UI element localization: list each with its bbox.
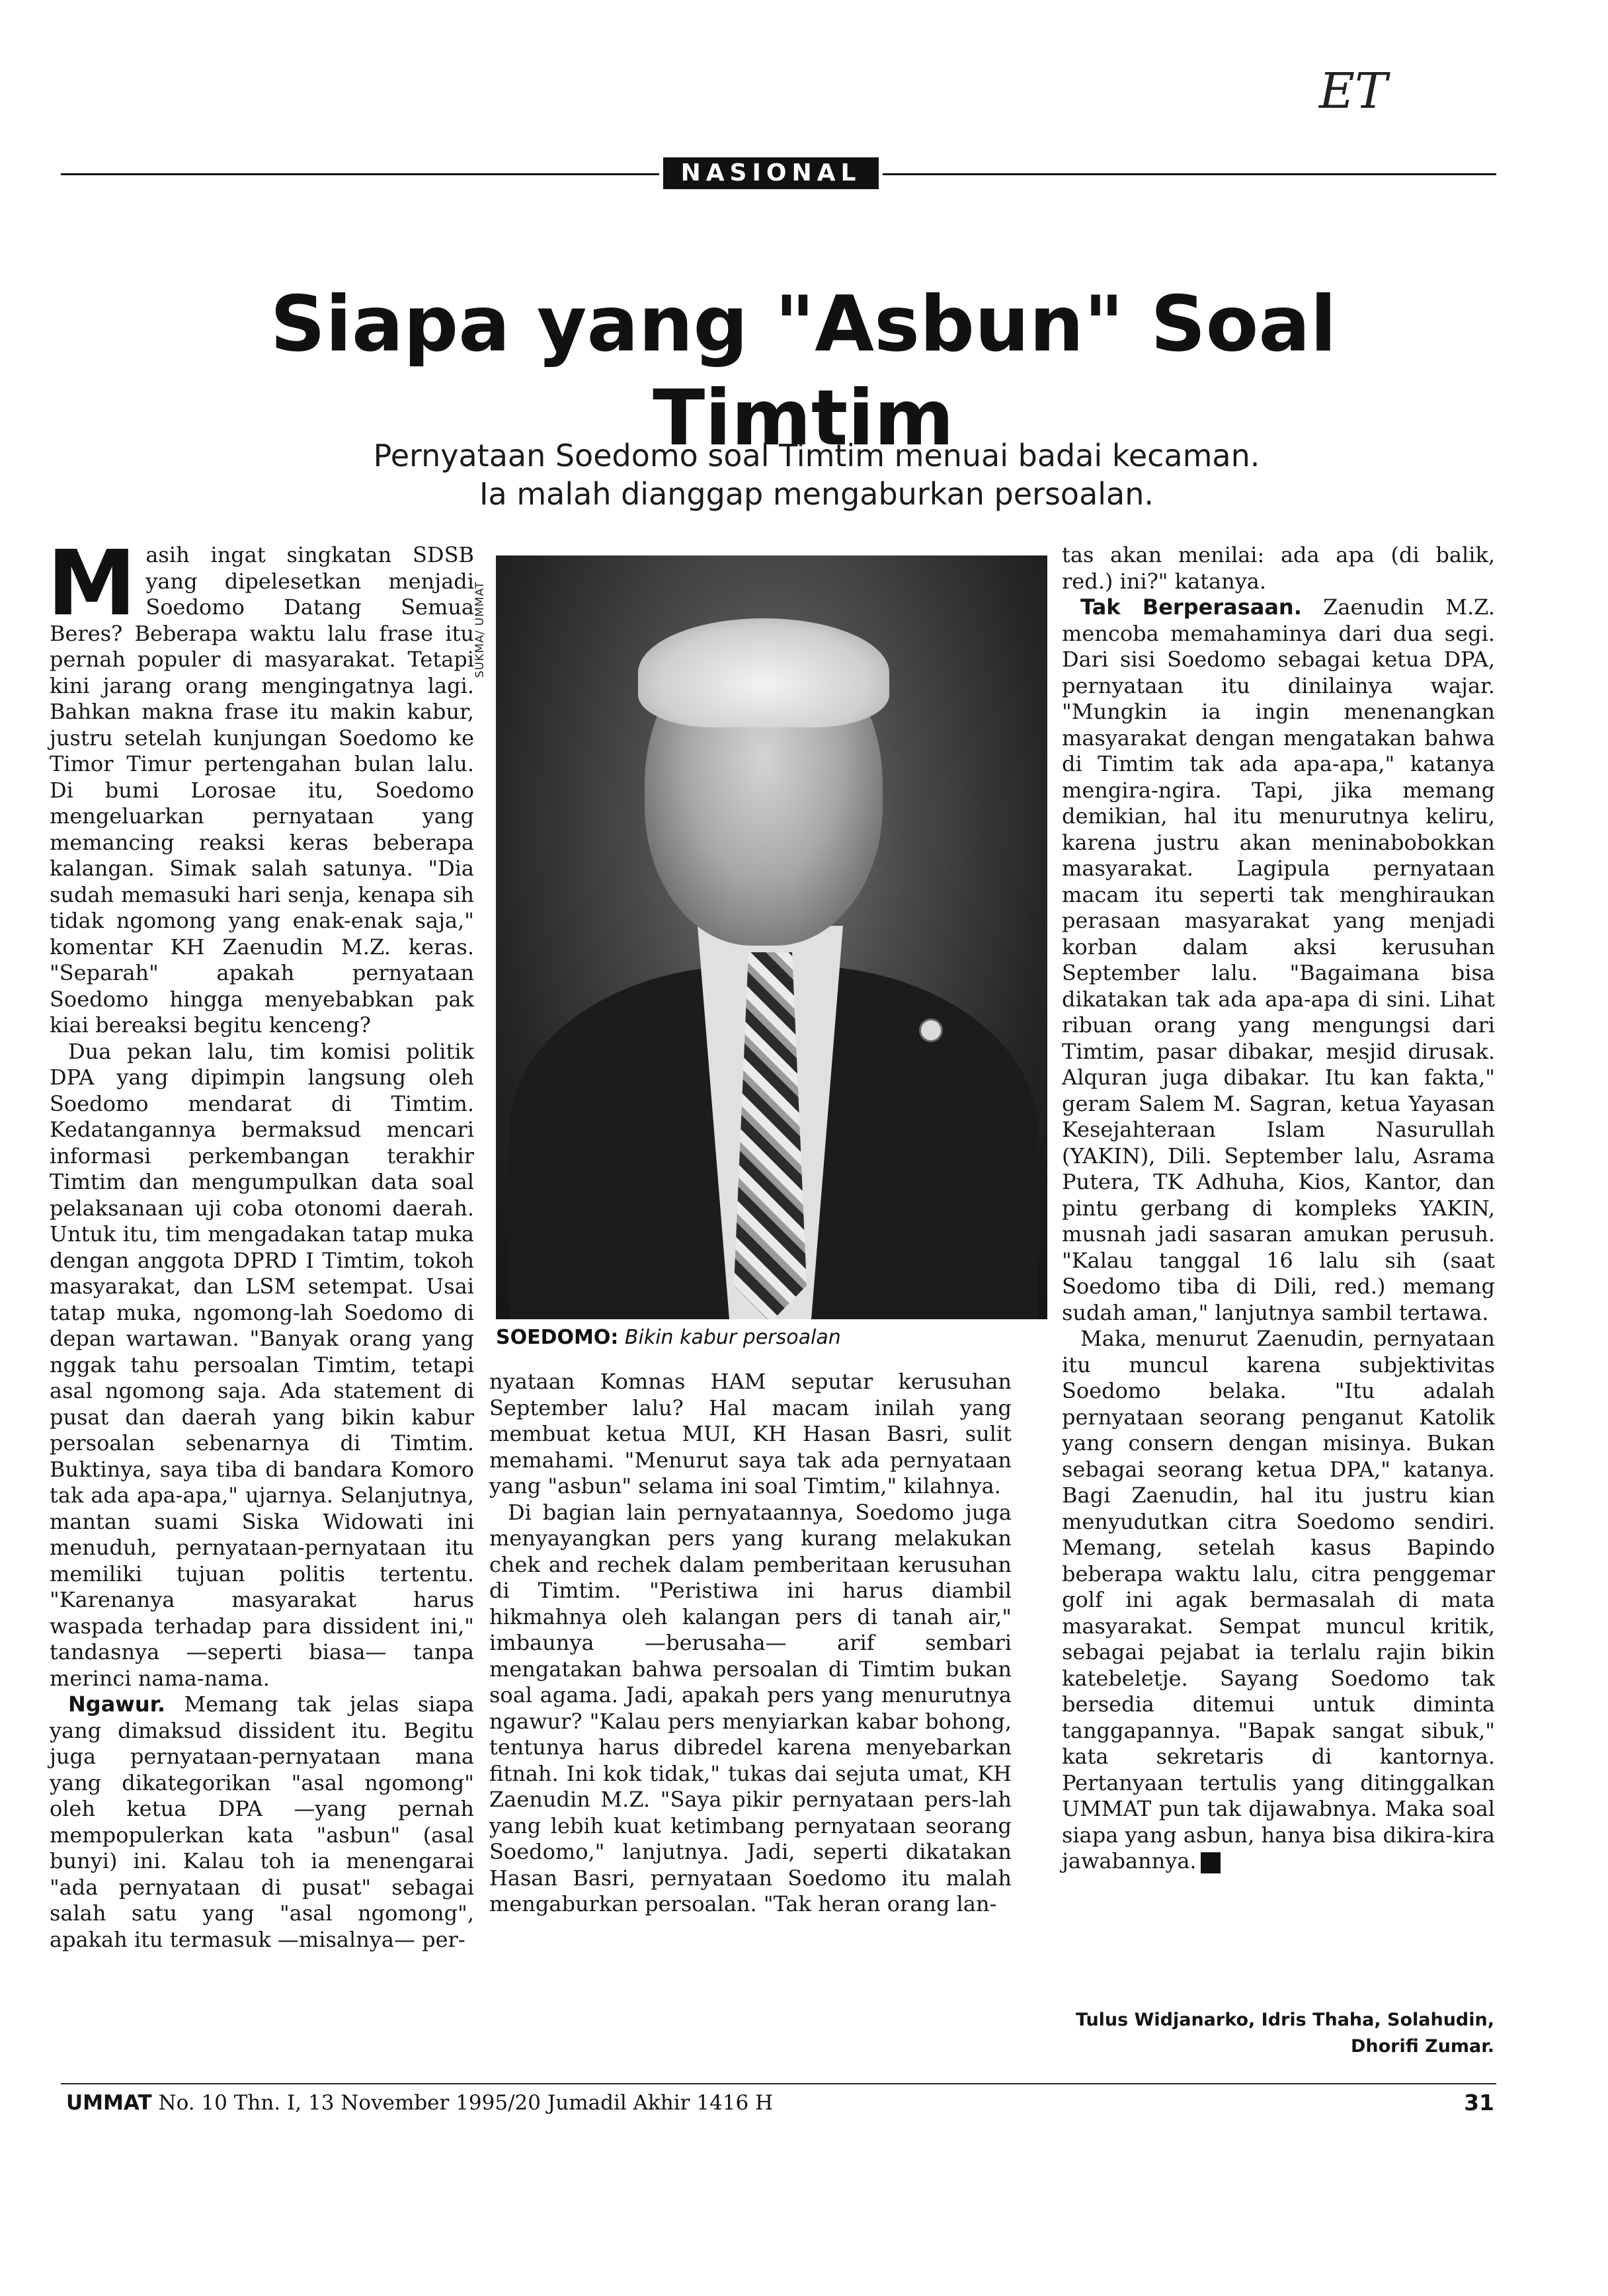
headline: Siapa yang "Asbun" Soal Timtim: [270, 280, 1337, 463]
paragraph: [1062, 1326, 1495, 1875]
paragraph: [50, 1692, 474, 1953]
paragraph: [1062, 594, 1495, 1326]
deck-line-1: Pernyataan Soedomo soal Timtim menuai badai kecaman.: [373, 438, 1260, 473]
photo-credit: SUKMA/ UMMAT: [473, 581, 487, 678]
paragraph: Di bagian lain pernyataannya, Soedomo juga menyayangkan pers yang kurang melakukan chek and rechek dalam pemberitaan kerusuhan di Timtim. "Peristiwa ini harus diambil hikmahnya oleh kalangan pers di tanah air," imbaunya —berusaha— arif sembari mengatakan bahwa persoalan di Timtim bukan soal agama. Jadi, apakah pers yang menurutnya ngawur? "Kalau pers menyiarkan kabar bohong, tentunya harus dibredel karena menyebarkan fitnah. Ini kok tidak," tukas dai sejuta umat, KH Zaenudin M.Z. "Saya pikir pernyataan pers-lah yang lebih kuat ketimbang pernyataan seorang Soedomo," lanjutnya. Jadi, seperti dikatakan Hasan Basri, pernyataan Soedomo itu malah mengaburkan persoalan. "Tak heran orang lan-: [489, 1499, 1012, 1916]
header-rule-left: [61, 173, 659, 175]
subheading: Tak Berperasaan.: [1080, 594, 1302, 620]
footer-issue: No. 10 Thn. I, 13 November 1995/20 Jumadil Akhir 1416 H: [158, 2091, 774, 2115]
lapel-pin-icon: [919, 1018, 943, 1042]
paragraph-text: Memang tak jelas siapa yang dimaksud dissident itu. Begitu juga pernyataan-pernyataan mana yang dikategorikan "asal ngomong" oleh ketua DPA —yang pernah mempopulerkan kata "asbun" (asal bunyi) ini. Kalau toh ia menengarai "ada pernyataan di pusat" sebagai salah satu yang "asal ngomong", apakah itu termasuk —misalnya— per-: [50, 1692, 474, 1952]
footer-rule: [61, 2083, 1496, 2084]
paragraph: nyataan Komnas HAM seputar kerusuhan September lalu? Hal macam inilah yang membuat ketua MUI, KH Hasan Basri, sulit memahami. "Menurut saya tak ada pernyataan yang "asbun" selama ini soal Timtim," kilahnya.: [489, 1369, 1012, 1498]
article-column-3: [1062, 542, 1495, 1875]
byline-line-1: Tulus Widjanarko, Idris Thaha, Solahudin,: [1076, 2010, 1494, 2030]
paragraph: tas akan menilai: ada apa (di balik, red.) ini?" katanya.: [1062, 542, 1495, 594]
page-number: 31: [1464, 2090, 1494, 2115]
byline: [1071, 2007, 1494, 2060]
paragraph-text: asih ingat singkatan SDSB yang dipelesetkan menjadi Soedomo Datang Semua Beres? Beberapa waktu lalu frase itu pernah populer di masyarakat. Tetapi kini jarang orang mengingatnya lagi. Bahkan makna frase itu makin kabur, justru setelah kunjungan Soedomo ke Timor Timur pertengahan bulan lalu. Di bumi Lorosae itu, Soedomo mengeluarkan pernyataan yang memancing reaksi keras beberapa kalangan. Simak salah satunya. "Dia sudah memasuki hari senja, kenapa sih tidak ngomong yang enak-enak saja," komentar KH Zaenudin M.Z. keras. "Separah" apakah pernyataan Soedomo hingga menyebabkan pak kiai bereaksi begitu kenceng?: [50, 542, 474, 1038]
photo-hair: [638, 618, 889, 727]
photo-caption: [496, 1326, 1045, 1349]
paragraph: Dua pekan lalu, tim komisi politik DPA yang dipimpin langsung oleh Soedomo mendarat di Timtim. Kedatangannya bermaksud mencari informasi perkembangan terakhir Timtim dan mengumpulkan data soal pelaksanaan uji coba otonomi daerah. Untuk itu, tim mengadakan tatap muka dengan anggota DPRD I Timtim, tokoh masyarakat, dan LSM setempat. Usai tatap muka, ngomong-lah Soedomo di depan wartawan. "Banyak orang yang nggak tahu persoalan Timtim, tetapi asal ngomong saja. Ada statement di pusat dan daerah yang bikin kabur persoalan sebenarnya di Timtim. Buktinya, saya tiba di bandara Komoro tak ada apa-apa," ujarnya. Selanjutnya, mantan suami Siska Widowati ini menuduh, pernyataan-pernyataan itu memiliki tujuan politis tertentu. "Karenanya masyarakat harus waspada terhadap para dissident ini," tandasnya —seperti biasa— tanpa merinci nama-nama.: [50, 1038, 474, 1691]
deck: [218, 436, 1415, 513]
footer: [66, 2091, 773, 2115]
caption-text: Bikin kabur persoalan: [624, 1326, 841, 1349]
end-mark-icon: U: [1201, 1852, 1221, 1873]
subheading: Ngawur.: [68, 1692, 165, 1717]
article-column-2: [489, 1369, 1012, 1918]
header-rule-right: [883, 173, 1496, 175]
caption-name: SOEDOMO:: [496, 1326, 619, 1349]
paragraph-text: Zaenudin M.Z. mencoba memahaminya dari dua segi. Dari sisi Soedomo sebagai ketua DPA, pernyataan itu dinilainya wajar. "Mungkin ia ingin menenangkan masyarakat dengan mengatakan bahwa di Timtim tak ada apa-apa," katanya mengira-ngira. Tapi, jika memang demikian, hal itu menurutnya keliru, karena justru akan meninabobokkan masyarakat. Lagipula pernyataan macam itu seperti tak menghiraukan perasaan masyarakat yang menjadi korban dalam aksi kerusuhan September lalu. "Bagaimana bisa dikatakan tak ada apa-apa di sini. Lihat ribuan orang yang mengungsi dari Timtim, pasar dibakar, mesjid dirusak. Alquran juga dibakar. Itu kan fakta," geram Salem M. Sagran, ketua Yayasan Kesejahteraan Islam Nasurullah (YAKIN), Dili. September lalu, Asrama Putera, TK Adhuha, Kios, Kantor, dan pintu gerbang di kompleks YAKIN, musnah jadi sasaran amukan perusuh. "Kalau tanggal 16 lalu sih (saat Soedomo tiba di Dili, red.) memang sudah aman," lanjutnya sambil tertawa.: [1062, 594, 1495, 1325]
footer-brand: UMMAT: [66, 2091, 152, 2115]
deck-line-2: Ia malah dianggap mengaburkan persoalan.: [479, 476, 1154, 512]
paragraph-text: Maka, menurut Zaenudin, pernyataan itu muncul karena subjektivitas Soedomo belaka. "Itu adalah pernyataan seorang penganut Katolik yang consern dengan misinya. Bukan sebagai seorang ketua DPA," katanya. Bagi Zaenudin, hal itu justru kian menyudutkan citra Soedomo sendiri. Memang, setelah kasus Bapindo beberapa waktu lalu, citra penggemar golf ini agak bermasalah di mata masyarakat. Sempat muncul kritik, sebagai pejabat ia terlalu rajin bikin katebeletje. Sayang Soedomo tak bersedia ditemui untuk diminta tanggapannya. "Bapak sangat sibuk," kata sekretaris di kantornya. Pertanyaan tertulis yang ditinggalkan UMMAT pun tak dijawabnya. Maka soal siapa yang asbun, hanya bisa dikira-kira jawabannya.: [1062, 1326, 1495, 1873]
drop-cap: M: [47, 532, 137, 636]
section-tag: NASIONAL: [663, 157, 879, 189]
paragraph: [47, 532, 474, 1039]
byline-line-2: Dhorifi Zumar.: [1350, 2036, 1494, 2057]
handwritten-initials: ET: [1319, 63, 1388, 120]
soedomo-photo: [496, 555, 1047, 1319]
article-column-1: [47, 532, 474, 1953]
